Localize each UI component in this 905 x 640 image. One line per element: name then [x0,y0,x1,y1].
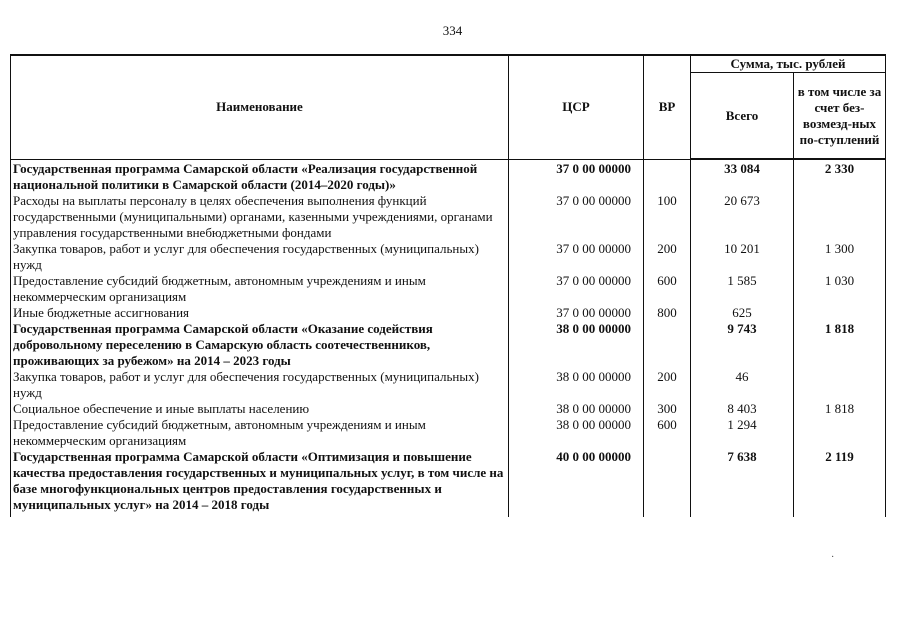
header-vr: ВР [644,55,691,159]
row-csr-cell: 37 0 00 00000 [509,305,644,321]
row-vr-cell: 800 [644,305,691,321]
row-vr-cell [644,321,691,369]
row-free-cell [794,417,886,449]
table-row [11,193,886,241]
header-incl-free: в том числе за счет без-возмезд-ных по-ступлений [794,73,886,160]
header-csr: ЦСР [509,55,644,159]
row-vr-cell [644,449,691,517]
row-free-cell [794,305,886,321]
table-row [11,273,886,305]
row-csr-cell: 37 0 00 00000 [509,193,644,241]
row-csr-cell: 38 0 00 00000 [509,417,644,449]
table-row [11,417,886,449]
row-total-cell: 33 084 [691,159,794,193]
row-csr-cell: 37 0 00 00000 [509,273,644,305]
header-total: Всего [691,73,794,160]
row-name-cell: Закупка товаров, работ и услуг для обеспечения государственных (муниципальных) нужд [11,241,509,273]
row-csr-cell: 37 0 00 00000 [509,159,644,193]
row-vr-cell: 200 [644,369,691,401]
row-name-cell: Социальное обеспечение и иные выплаты населению [11,401,509,417]
row-vr-cell: 200 [644,241,691,273]
row-csr-cell: 40 0 00 00000 [509,449,644,517]
row-name-cell: Предоставление субсидий бюджетным, автономным учреждениям и иным некоммерческим организациям [11,273,509,305]
table-body [11,159,886,517]
table-row [11,241,886,273]
row-total-cell: 8 403 [691,401,794,417]
row-name-cell: Предоставление субсидий бюджетным, автономным учреждениям и иным некоммерческим организациям [11,417,509,449]
row-free-cell [794,193,886,241]
row-free-cell: 1 818 [794,401,886,417]
row-total-cell: 9 743 [691,321,794,369]
budget-table [10,54,886,517]
table-row [11,369,886,401]
row-csr-cell: 37 0 00 00000 [509,241,644,273]
scan-speck: · [831,552,835,563]
table-row [11,305,886,321]
row-total-cell: 1 294 [691,417,794,449]
row-csr-cell: 38 0 00 00000 [509,369,644,401]
row-free-cell: 1 030 [794,273,886,305]
row-csr-cell: 38 0 00 00000 [509,321,644,369]
row-free-cell [794,369,886,401]
row-name-cell: Закупка товаров, работ и услуг для обеспечения государственных (муниципальных) нужд [11,369,509,401]
row-csr-cell: 38 0 00 00000 [509,401,644,417]
row-name-cell: Расходы на выплаты персоналу в целях обеспечения выполнения функций государственными (муниципальными) органами, казенными учреждениями, органами управления государственными внебюджетными фондами [11,193,509,241]
page-number: 334 [442,23,463,38]
row-vr-cell: 600 [644,273,691,305]
row-total-cell: 7 638 [691,449,794,517]
row-vr-cell: 300 [644,401,691,417]
table-header [11,55,886,159]
row-total-cell: 10 201 [691,241,794,273]
row-free-cell: 2 330 [794,159,886,193]
row-free-cell: 1 300 [794,241,886,273]
row-total-cell: 46 [691,369,794,401]
row-total-cell: 1 585 [691,273,794,305]
program-row [11,449,886,517]
row-total-cell: 625 [691,305,794,321]
program-row [11,159,886,193]
row-free-cell: 1 818 [794,321,886,369]
row-total-cell: 20 673 [691,193,794,241]
row-vr-cell: 600 [644,417,691,449]
program-row [11,321,886,369]
header-sum-group: Сумма, тыс. рублей [691,55,886,73]
row-name-cell: Государственная программа Самарской области «Оптимизация и повышение качества предоставления государственных и муниципальных услуг, в том числе на базе многофункциональных центров предоставления государственных и муниципальных услуг» на 2014 – 2018 годы [11,449,509,517]
row-free-cell: 2 119 [794,449,886,517]
row-vr-cell [644,159,691,193]
row-name-cell: Иные бюджетные ассигнования [11,305,509,321]
row-name-cell: Государственная программа Самарской области «Оказание содействия добровольному переселению в Самарскую область соотечественников, проживающих за рубежом» на 2014 – 2023 годы [11,321,509,369]
row-vr-cell: 100 [644,193,691,241]
row-name-cell: Государственная программа Самарской области «Реализация государственной национальной политики в Самарской области (2014–2020 годы)» [11,159,509,193]
table-row [11,401,886,417]
header-name: Наименование [11,55,509,159]
